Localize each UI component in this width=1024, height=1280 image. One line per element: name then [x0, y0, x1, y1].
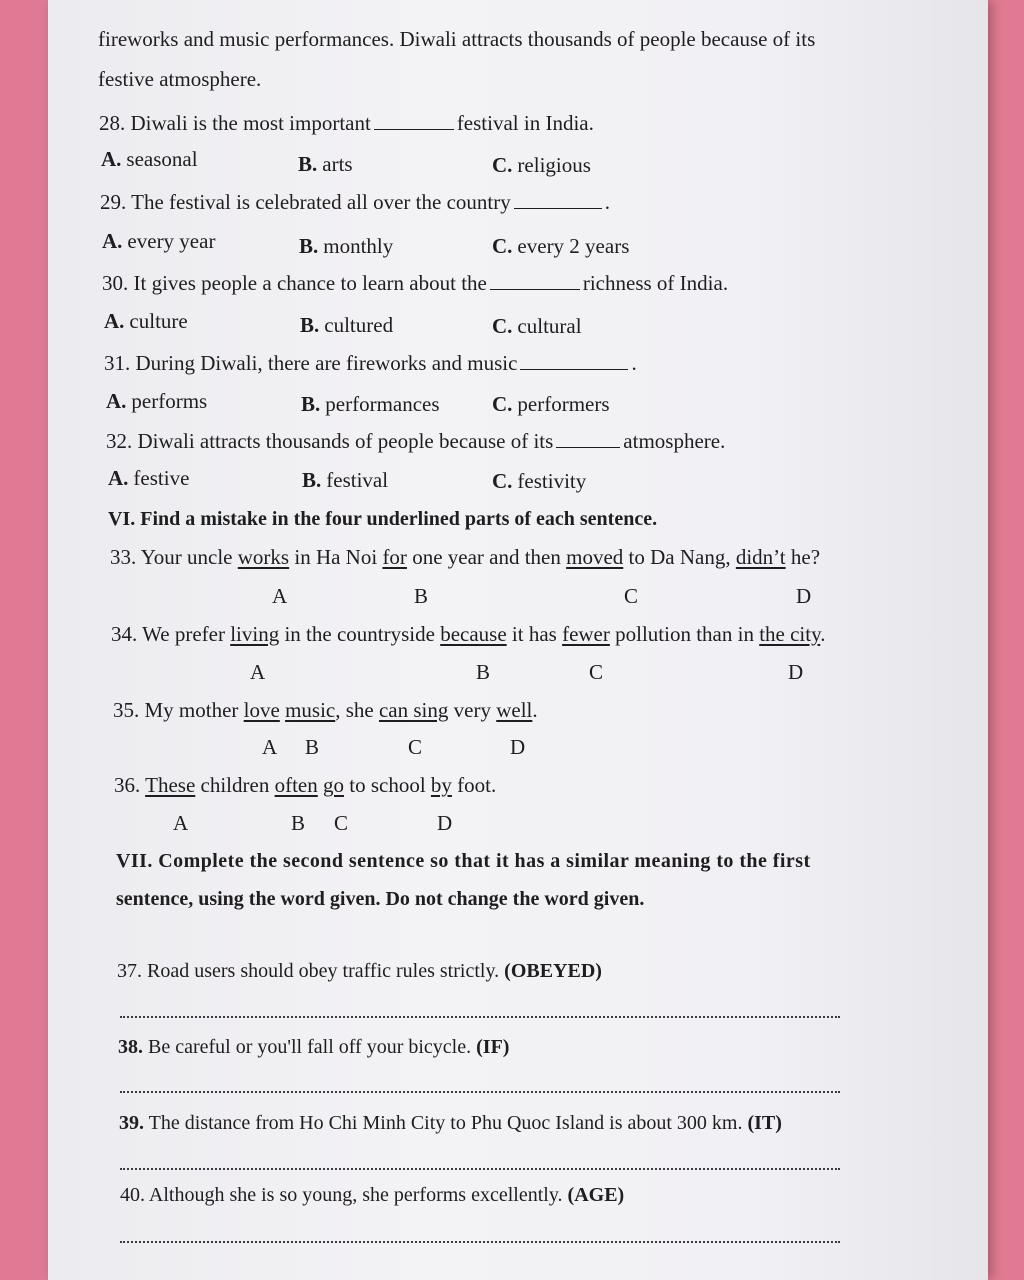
question-30: 30. It gives people a chance to learn about the richness of India. [102, 271, 729, 295]
question-29: 29. The festival is celebrated all over the country . [100, 190, 610, 214]
q31-option-c: C. performers [492, 392, 610, 416]
answer-line-40[interactable] [120, 1239, 840, 1243]
question-33: 33. Your uncle works in Ha Noi for one year and then moved to Da Nang, didn’t he? [110, 545, 821, 569]
question-35: 35. My mother love music, she can sing very well. [113, 698, 538, 722]
question-32: 32. Diwali attracts thousands of people because of its atmosphere. [106, 429, 726, 453]
q31-option-a: A. performs [106, 389, 208, 413]
section-7-title-line-2: sentence, using the word given. Do not change the word given. [116, 888, 645, 910]
q29-option-c: C. every 2 years [492, 234, 630, 258]
section-7-title-line-1: VII. Complete the second sentence so that it has a similar meaning to the first [116, 850, 811, 872]
question-28: 28. Diwali is the most important festival in India. [99, 111, 594, 135]
answer-line-39[interactable] [120, 1166, 840, 1170]
q28-option-a: A. seasonal [101, 147, 198, 171]
q30-option-c: C. cultural [492, 314, 582, 338]
question-40: 40. Although she is so young, she performs excellently. (AGE) [120, 1184, 625, 1206]
question-38: 38. Be careful or you'll fall off your bicycle. (IF) [118, 1036, 510, 1058]
passage-line-1: fireworks and music performances. Diwali attracts thousands of people because of its [98, 27, 816, 51]
q30-option-b: B. cultured [300, 313, 394, 337]
q28-option-b: B. arts [298, 152, 353, 176]
q29-option-b: B. monthly [299, 234, 394, 258]
question-37: 37. Road users should obey traffic rules strictly. (OBEYED) [117, 960, 602, 982]
question-31: 31. During Diwali, there are fireworks and music . [104, 351, 637, 375]
section-6-title: VI. Find a mistake in the four underlined parts of each sentence. [108, 508, 658, 530]
q30-option-a: A. culture [104, 309, 188, 333]
q32-option-c: C. festivity [492, 469, 587, 493]
q29-option-a: A. every year [102, 229, 216, 253]
q32-option-a: A. festive [108, 466, 190, 490]
question-34: 34. We prefer living in the countryside because it has fewer pollution than in the city. [111, 622, 826, 646]
answer-line-38[interactable] [120, 1089, 840, 1093]
q31-option-b: B. performances [301, 392, 440, 416]
q28-option-c: C. religious [492, 153, 591, 177]
passage-line-2: festive atmosphere. [98, 67, 262, 91]
question-36: 36. These children often go to school by foot. [114, 773, 497, 797]
answer-line-37[interactable] [120, 1014, 840, 1018]
question-39: 39. The distance from Ho Chi Minh City to Phu Quoc Island is about 300 km. (IT) [119, 1112, 782, 1134]
q32-option-b: B. festival [302, 468, 389, 492]
